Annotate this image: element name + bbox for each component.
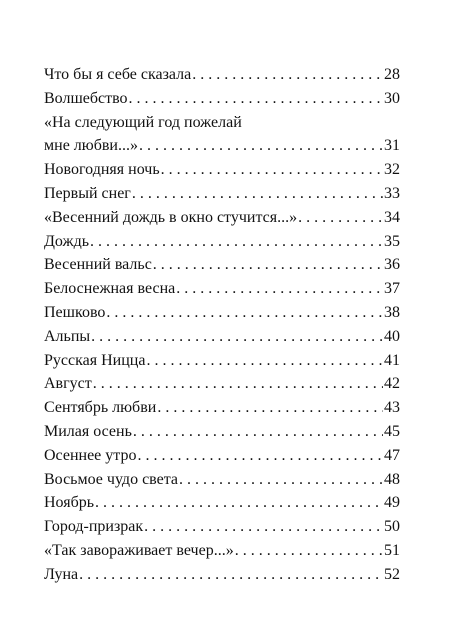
toc-entry xyxy=(44,444,400,468)
dot-leader xyxy=(91,325,383,349)
dot-leader xyxy=(129,87,383,111)
dot-leader xyxy=(179,468,383,492)
dot-leader xyxy=(298,206,383,230)
dot-leader xyxy=(133,420,383,444)
toc-entry-title: Восьмое чудо света xyxy=(44,470,179,488)
toc-entry-page: 51 xyxy=(384,541,400,559)
dot-leader xyxy=(106,301,383,325)
toc-entry xyxy=(44,230,400,254)
toc-entry xyxy=(44,468,400,492)
toc-entry-title: Белоснежная весна xyxy=(44,280,176,298)
dot-leader xyxy=(146,349,383,373)
toc-entry-title: Луна xyxy=(44,565,79,583)
toc-entry-title: Осеннее утро xyxy=(44,446,137,464)
toc-entry-page: 52 xyxy=(384,565,400,583)
toc-entry-title: Первый снег xyxy=(44,184,131,202)
dot-leader xyxy=(95,491,383,515)
toc-entry xyxy=(44,206,400,230)
dot-leader xyxy=(235,539,383,563)
toc-entry-page: 36 xyxy=(384,256,400,274)
toc-entry-title: Альпы xyxy=(44,327,91,345)
dot-leader xyxy=(192,63,383,87)
toc-entry-page: 41 xyxy=(384,351,400,369)
dot-leader xyxy=(144,515,383,539)
toc-entry-title: Что бы я себе сказала xyxy=(44,66,192,83)
dot-leader xyxy=(90,230,383,254)
toc-entry xyxy=(44,63,400,87)
table-of-contents xyxy=(44,63,400,587)
toc-entry-page: 50 xyxy=(384,518,400,536)
toc-entry xyxy=(44,515,400,539)
toc-entry-title: Дождь xyxy=(44,232,90,250)
toc-entry xyxy=(44,420,400,444)
dot-leader xyxy=(161,158,383,182)
toc-entry-title: Новогодняя ночь xyxy=(44,161,160,179)
toc-entry-page: 45 xyxy=(384,422,400,440)
toc-entry-title: «Весенний дождь в окно стучится...» xyxy=(44,208,298,226)
toc-entry-title: Город-призрак xyxy=(44,518,144,536)
toc-entry xyxy=(44,182,400,206)
toc-entry-page: 34 xyxy=(384,208,400,226)
toc-entry-page: 47 xyxy=(384,446,400,464)
toc-entry-title: Русская Ницца xyxy=(44,351,146,369)
toc-entry xyxy=(44,372,400,396)
toc-entry-title: Пешково xyxy=(44,303,106,321)
toc-entry-page: 48 xyxy=(384,470,400,488)
toc-entry-page: 38 xyxy=(384,303,400,321)
dot-leader xyxy=(176,277,383,301)
dot-leader xyxy=(157,396,383,420)
toc-entry-page: 37 xyxy=(384,280,400,298)
toc-entry xyxy=(44,491,400,515)
dot-leader xyxy=(79,563,383,587)
toc-entry-page: 33 xyxy=(384,184,400,202)
toc-entry xyxy=(44,563,400,587)
toc-entry-page: 35 xyxy=(384,232,400,250)
dot-leader xyxy=(139,134,383,158)
toc-entry-title: «Так завораживает вечер...» xyxy=(44,541,234,559)
toc-entry-page: 43 xyxy=(384,399,400,417)
toc-entry xyxy=(44,158,400,182)
dot-leader xyxy=(137,444,383,468)
toc-entry xyxy=(44,396,400,420)
toc-entry-title: Милая осень xyxy=(44,422,132,440)
dot-leader xyxy=(132,182,383,206)
toc-entry-page: 32 xyxy=(384,161,400,179)
toc-entry xyxy=(44,349,400,373)
toc-entry-title: Ноябрь xyxy=(44,494,95,512)
toc-entry xyxy=(44,87,400,111)
toc-entry-page: 31 xyxy=(384,137,400,155)
toc-entry-page: 42 xyxy=(384,375,400,393)
toc-entry-page: 49 xyxy=(384,494,400,512)
dot-leader xyxy=(93,372,383,396)
toc-entry xyxy=(44,253,400,277)
toc-entry-title: Сентябрь любви xyxy=(44,399,157,417)
dot-leader xyxy=(153,253,383,277)
toc-entry-title: Август xyxy=(44,375,92,393)
toc-entry-title: мне любви...» xyxy=(44,137,138,155)
toc-entry-title: Волшебство xyxy=(44,89,128,107)
toc-entry xyxy=(44,111,400,159)
toc-entry xyxy=(44,277,400,301)
toc-entry xyxy=(44,301,400,325)
toc-entry-page: 40 xyxy=(384,327,400,345)
toc-entry xyxy=(44,325,400,349)
toc-entry-title: Весенний вальс xyxy=(44,256,152,274)
toc-entry-page: 30 xyxy=(384,89,400,107)
toc-entry-title-line1: «На следующий год пожелай xyxy=(44,113,242,131)
toc-entry xyxy=(44,539,400,563)
toc-entry-page: 28 xyxy=(384,66,400,83)
